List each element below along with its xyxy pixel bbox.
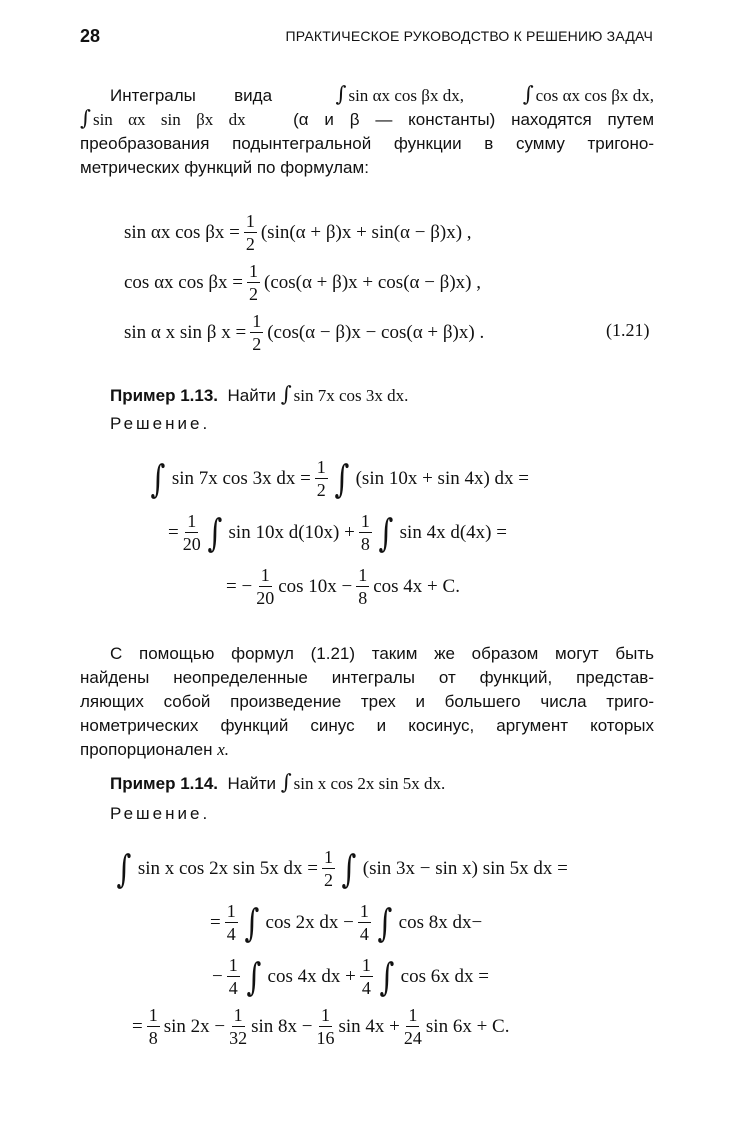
intro-line-4: метрических функций по формулам: bbox=[80, 158, 369, 177]
middle-line-4: нометрических функций синус и косинус, аргумент которых bbox=[80, 716, 654, 735]
formula-lhs: cos αx cos βx = bbox=[124, 271, 243, 293]
ex14-line-2 bbox=[210, 902, 482, 943]
math-expr: (sin 3x − sin x) sin 5x dx = bbox=[362, 857, 568, 879]
middle-line-3: ляющих собой произведение трех и большего числа триго- bbox=[80, 692, 654, 711]
integral-sign: ∫ bbox=[377, 900, 393, 945]
integral-sign: ∫ bbox=[378, 510, 394, 555]
example-integral: sin x cos 2x sin 5x dx. bbox=[293, 774, 446, 793]
integral-sign: ∫ bbox=[379, 954, 395, 999]
formula-2 bbox=[124, 262, 481, 303]
integral-sign: ∫ bbox=[80, 106, 91, 130]
math-expr: sin 4x + bbox=[338, 1015, 400, 1037]
math-expr: (sin 10x + sin 4x) dx = bbox=[355, 467, 530, 489]
math-expr: = − bbox=[226, 575, 253, 597]
ex14-line-4 bbox=[132, 1006, 509, 1047]
example-1-13-heading bbox=[110, 384, 408, 406]
math-expr: cos 2x dx − bbox=[265, 911, 354, 933]
math-expr: sin 10x d(10x) + bbox=[228, 521, 355, 543]
ex13-line-2 bbox=[168, 512, 507, 553]
fraction-half: $\frac{1}{2}$ bbox=[245, 211, 255, 254]
inline-integral-1: sin αx cos βx dx, bbox=[348, 86, 464, 105]
formula-1 bbox=[124, 212, 472, 253]
formula-lhs: sin α x sin β x = bbox=[124, 321, 247, 343]
math-expr: cos 10x − bbox=[278, 575, 353, 597]
fraction: $\frac{1}{8}$ bbox=[360, 511, 370, 554]
integral-sign: ∫ bbox=[522, 82, 534, 106]
intro-text: (α и β — константы) находятся путем bbox=[293, 110, 655, 129]
fraction: $\frac{1}{4}$ bbox=[226, 901, 236, 944]
example-integral: sin 7x cos 3x dx. bbox=[293, 386, 409, 405]
integral-sign: ∫ bbox=[334, 456, 350, 501]
intro-line-3: преобразования подынтегральной функции в сумму тригоно- bbox=[80, 134, 654, 153]
math-expr: cos 6x dx = bbox=[400, 965, 489, 987]
fraction-half: $\frac{1}{2}$ bbox=[252, 311, 262, 354]
integral-sign: ∫ bbox=[244, 900, 260, 945]
formula-rhs: (cos(α + β)x + cos(α − β)x) , bbox=[264, 271, 482, 293]
integral-sign: ∫ bbox=[280, 382, 292, 406]
integral-sign: ∫ bbox=[280, 770, 292, 794]
math-expr: = bbox=[132, 1015, 143, 1037]
fraction: $\frac{1}{16}$ bbox=[316, 1005, 335, 1048]
fraction: $\frac{1}{20}$ bbox=[182, 511, 201, 554]
inline-integral-3: sin αx sin βx dx bbox=[92, 110, 246, 129]
math-expr: cos 4x + C. bbox=[373, 575, 460, 597]
example-label: Пример 1.13. bbox=[110, 386, 219, 405]
ex13-line-1 bbox=[148, 458, 529, 499]
math-expr: cos 4x dx + bbox=[267, 965, 356, 987]
math-expr: sin 8x − bbox=[251, 1015, 313, 1037]
formula-lhs: sin αx cos βx = bbox=[124, 221, 240, 243]
solution-label: Решение. bbox=[110, 804, 211, 823]
intro-line-2 bbox=[80, 108, 654, 132]
intro-word: Интегралы bbox=[110, 86, 196, 105]
middle-paragraph bbox=[80, 642, 654, 762]
math-expr: cos 8x dx− bbox=[398, 911, 483, 933]
math-expr: sin 7x cos 3x dx = bbox=[171, 467, 311, 489]
math-expr: sin 6x + C. bbox=[425, 1015, 510, 1037]
math-expr: = bbox=[168, 521, 179, 543]
formula-3 bbox=[124, 312, 484, 353]
example-1-14-heading bbox=[110, 772, 445, 794]
example-task: Найти bbox=[227, 774, 276, 793]
formula-rhs: (sin(α + β)x + sin(α − β)x) , bbox=[260, 221, 472, 243]
ex14-line-3 bbox=[212, 956, 489, 997]
solution-label: Решение. bbox=[110, 414, 211, 433]
fraction: $\frac{1}{8}$ bbox=[358, 565, 368, 608]
example-label: Пример 1.14. bbox=[110, 774, 219, 793]
page-header bbox=[0, 26, 733, 50]
fraction: $\frac{1}{24}$ bbox=[403, 1005, 422, 1048]
middle-line-2: найдены неопределенные интегралы от функций, представ- bbox=[80, 668, 654, 687]
math-expr: = bbox=[210, 911, 221, 933]
middle-line-1: С помощью формул (1.21) таким же образом могут быть bbox=[110, 644, 654, 663]
integral-sign: ∫ bbox=[335, 82, 347, 106]
middle-line-5 bbox=[80, 738, 654, 762]
middle-text: пропорционален bbox=[80, 740, 213, 759]
fraction: $\frac{1}{4}$ bbox=[359, 901, 369, 944]
intro-paragraph bbox=[80, 84, 654, 180]
math-expr: sin 4x d(4x) = bbox=[399, 521, 507, 543]
intro-line-1 bbox=[80, 84, 654, 108]
fraction: $\frac{1}{2}$ bbox=[323, 847, 333, 890]
fraction: $\frac{1}{4}$ bbox=[361, 955, 371, 998]
fraction: $\frac{1}{20}$ bbox=[256, 565, 275, 608]
integral-sign: ∫ bbox=[246, 954, 262, 999]
running-title: ПРАКТИЧЕСКОЕ РУКОВОДСТВО К РЕШЕНИЮ ЗАДАЧ bbox=[285, 28, 653, 44]
integral-sign: ∫ bbox=[341, 846, 357, 891]
integral-sign: ∫ bbox=[207, 510, 223, 555]
fraction: $\frac{1}{2}$ bbox=[316, 457, 326, 500]
integral-sign: ∫ bbox=[116, 846, 132, 891]
formula-rhs: (cos(α − β)x − cos(α + β)x) . bbox=[267, 321, 485, 343]
page-number: 28 bbox=[80, 26, 101, 46]
ex14-line-1 bbox=[114, 848, 568, 889]
intro-word: вида bbox=[234, 86, 273, 105]
fraction-half: $\frac{1}{2}$ bbox=[249, 261, 258, 304]
math-var: x. bbox=[217, 740, 230, 759]
math-expr: − bbox=[212, 965, 223, 987]
example-task: Найти bbox=[227, 386, 276, 405]
fraction: $\frac{1}{32}$ bbox=[229, 1005, 248, 1048]
fraction: $\frac{1}{4}$ bbox=[228, 955, 238, 998]
math-expr: sin 2x − bbox=[163, 1015, 226, 1037]
ex13-line-3 bbox=[226, 566, 460, 607]
inline-integral-2: cos αx cos βx dx, bbox=[535, 86, 654, 105]
integral-sign: ∫ bbox=[150, 456, 166, 501]
equation-number: (1.21) bbox=[606, 320, 650, 340]
math-expr: sin x cos 2x sin 5x dx = bbox=[137, 857, 318, 879]
fraction: $\frac{1}{8}$ bbox=[148, 1005, 158, 1048]
